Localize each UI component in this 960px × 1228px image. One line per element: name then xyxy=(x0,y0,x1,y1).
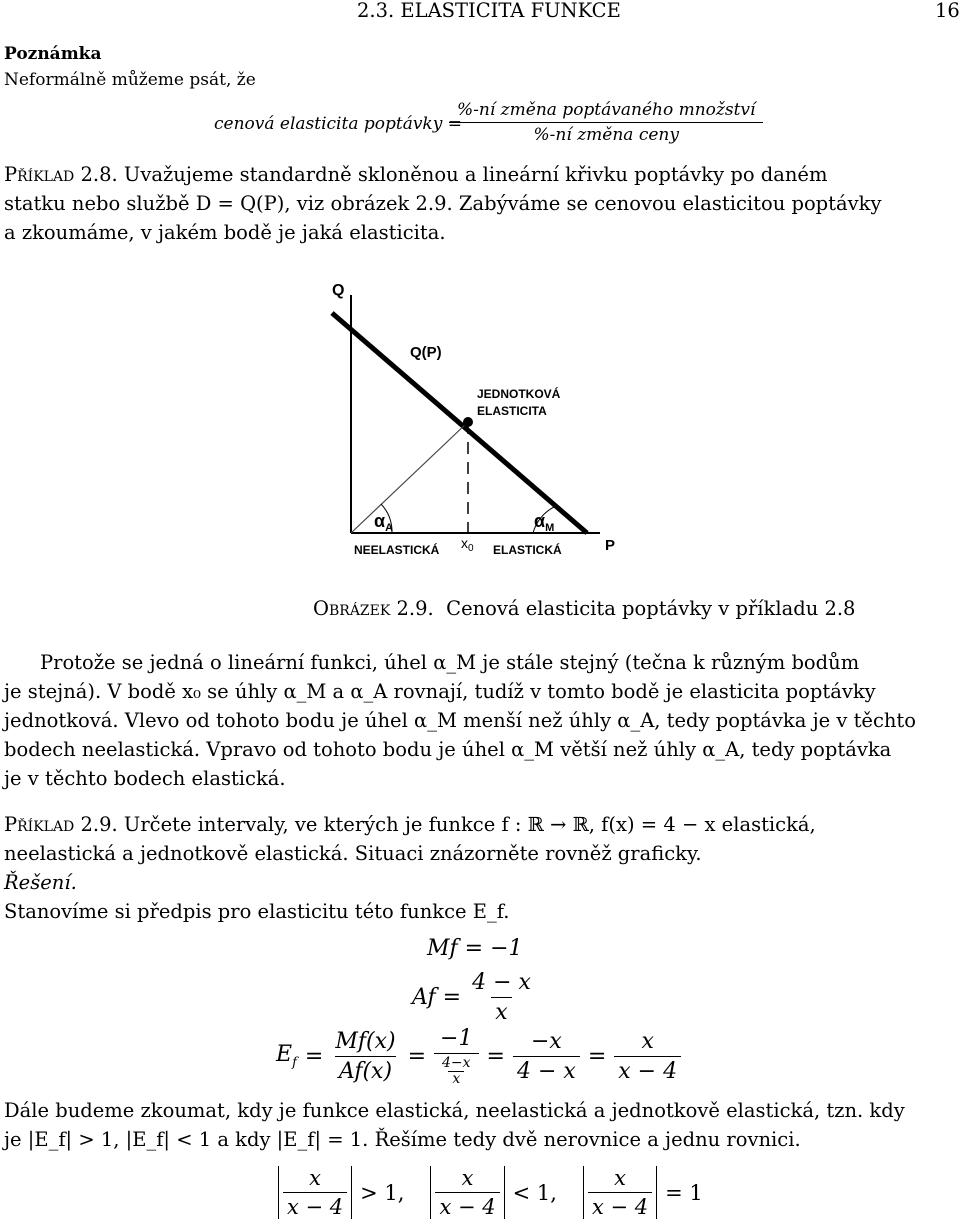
running-header: 2.3. ELASTICITA FUNKCE xyxy=(357,0,621,22)
ef-lhs: $E_f$ xyxy=(276,1042,297,1071)
inequality-1 xyxy=(278,1166,404,1219)
example-label: Příklad 2.8. xyxy=(4,163,118,186)
paragraph-line: Protože se jedná o lineární funkci, úhel α_M je stále stejný (tečna k různým bodům xyxy=(40,651,860,674)
explanation-paragraph xyxy=(4,648,956,793)
paragraph-line: je stejná). V bodě x₀ se úhly α_M a α_A rovnají, tudíž v tomto bodě je elasticita poptávky xyxy=(4,680,876,703)
note-title: Poznámka xyxy=(4,44,102,64)
frac-den: Af(x) xyxy=(335,1056,396,1084)
frac-den xyxy=(434,1053,479,1087)
equation-3 xyxy=(583,1166,703,1219)
example-line: a zkoumáme, v jakém bodě je jaká elasticita. xyxy=(4,221,446,244)
af-numerator: 4 − x xyxy=(472,970,531,995)
solution-label: Řešení. xyxy=(4,871,77,894)
x0-label: $x_0$ xyxy=(461,535,474,554)
example-line: Stanovíme si předpis pro elasticitu této funkce E_f. xyxy=(4,900,510,923)
frac-den: x − 4 xyxy=(614,1056,681,1084)
frac-num: x xyxy=(309,1166,321,1190)
p-axis-label: P xyxy=(605,537,616,554)
closing-line: Dále budeme zkoumat, kdy je funkce elastická, neelastická a jednotkově elastická, tzn. kdy xyxy=(4,1099,905,1122)
af-fraction xyxy=(468,970,535,1025)
af-equation xyxy=(412,970,535,1025)
relation: < 1, xyxy=(512,1180,557,1205)
af-denominator: x xyxy=(491,997,511,1025)
ef-equation: $E_f$ = $\frac{Mf(x)}{Af(x)}$ = $\frac{-1}{\frac{4-x}{x}}$ = $\frac{-x}{4 - x}$ = $\frac{x}{x - 4}$ xyxy=(276,1026,681,1087)
example-line: Určete intervaly, ve kterých je funkce f : ℝ → ℝ, f(x) = 4 − x elastická, xyxy=(123,813,816,836)
alpha-m-label: $\alpha_M$ xyxy=(534,511,555,534)
figure-caption xyxy=(313,594,855,623)
example-line: Uvažujeme standardně skloněnou a lineární křivku poptávky po daném xyxy=(123,163,828,186)
note-lhs: cenová elasticita poptávky = xyxy=(214,114,462,134)
frac-den: 4 − x xyxy=(513,1056,580,1084)
q-axis-label: Q xyxy=(332,282,345,299)
unit-label-1: JEDNOTKOVÁ xyxy=(477,387,561,401)
demand-elasticity-figure xyxy=(320,265,630,565)
frac-den: x − 4 xyxy=(283,1192,347,1219)
inner-num: 4−x xyxy=(442,1055,471,1071)
inequalities xyxy=(278,1166,703,1219)
ef-fraction-1 xyxy=(331,1029,399,1084)
caption-text: Cenová elasticita poptávky v příkladu 2.8 xyxy=(446,597,856,620)
inelastic-label: NEELASTICKÁ xyxy=(354,543,440,557)
frac-num: x xyxy=(641,1029,654,1054)
frac-num: Mf(x) xyxy=(335,1029,396,1054)
frac-num: x xyxy=(614,1166,626,1190)
example-line: neelastická a jednotkově elastická. Situaci znázorněte rovněž graficky. xyxy=(4,842,702,865)
unit-elasticity-point xyxy=(463,417,473,427)
note-fraction xyxy=(453,100,759,145)
frac-den: x − 4 xyxy=(435,1192,499,1219)
inequality-2 xyxy=(430,1166,556,1219)
example-2-9 xyxy=(4,810,956,926)
paragraph-line: bodech neelastická. Vpravo od tohoto bodu je úhel α_M větší než úhly α_A, tedy poptávka xyxy=(4,738,892,761)
example-2-8 xyxy=(4,160,956,247)
example-label: Příklad 2.9. xyxy=(4,813,118,836)
caption-label: Obrázek 2.9. xyxy=(313,597,434,620)
ef-fraction-2 xyxy=(434,1026,479,1087)
curve-label: Q(P) xyxy=(410,344,442,361)
note-denominator: %-ní změna ceny xyxy=(449,122,763,145)
note-intro: Neformálně můžeme psát, že xyxy=(4,70,256,90)
frac-den: x − 4 xyxy=(588,1192,652,1219)
page-number: 16 xyxy=(935,0,960,22)
mf-equation: Mf = −1 xyxy=(427,936,523,961)
example-line: statku nebo službě D = Q(P), viz obrázek 2.9. Zabýváme se cenovou elasticitou poptávky xyxy=(4,192,882,215)
relation: = 1 xyxy=(665,1180,703,1205)
alpha-a-label: $\alpha_A$ xyxy=(374,511,394,534)
paragraph-line: jednotková. Vlevo od tohoto bodu je úhel α_M menší než úhly α_A, tedy poptávka je v těchto xyxy=(4,709,917,732)
tangent-line xyxy=(351,422,468,533)
ef-fraction-3 xyxy=(513,1029,580,1084)
ef-fraction-4 xyxy=(614,1029,681,1084)
closing-paragraph xyxy=(4,1096,956,1154)
paragraph-line: je v těchto bodech elastická. xyxy=(4,767,286,790)
frac-num: −1 xyxy=(440,1026,473,1051)
demand-curve xyxy=(332,313,587,533)
relation: > 1, xyxy=(360,1180,405,1205)
closing-line: je |E_f| > 1, |E_f| < 1 a kdy |E_f| = 1. Řešíme tedy dvě nerovnice a jednu rovnici. xyxy=(4,1128,801,1151)
inner-den: x xyxy=(448,1071,464,1087)
frac-num: −x xyxy=(530,1029,562,1054)
unit-label-2: ELASTICITA xyxy=(477,404,547,418)
note-numerator: %-ní změna poptávaného množství xyxy=(457,100,756,120)
af-lhs: Af = xyxy=(412,985,462,1010)
elastic-label: ELASTICKÁ xyxy=(493,543,562,557)
frac-num: x xyxy=(461,1166,474,1190)
